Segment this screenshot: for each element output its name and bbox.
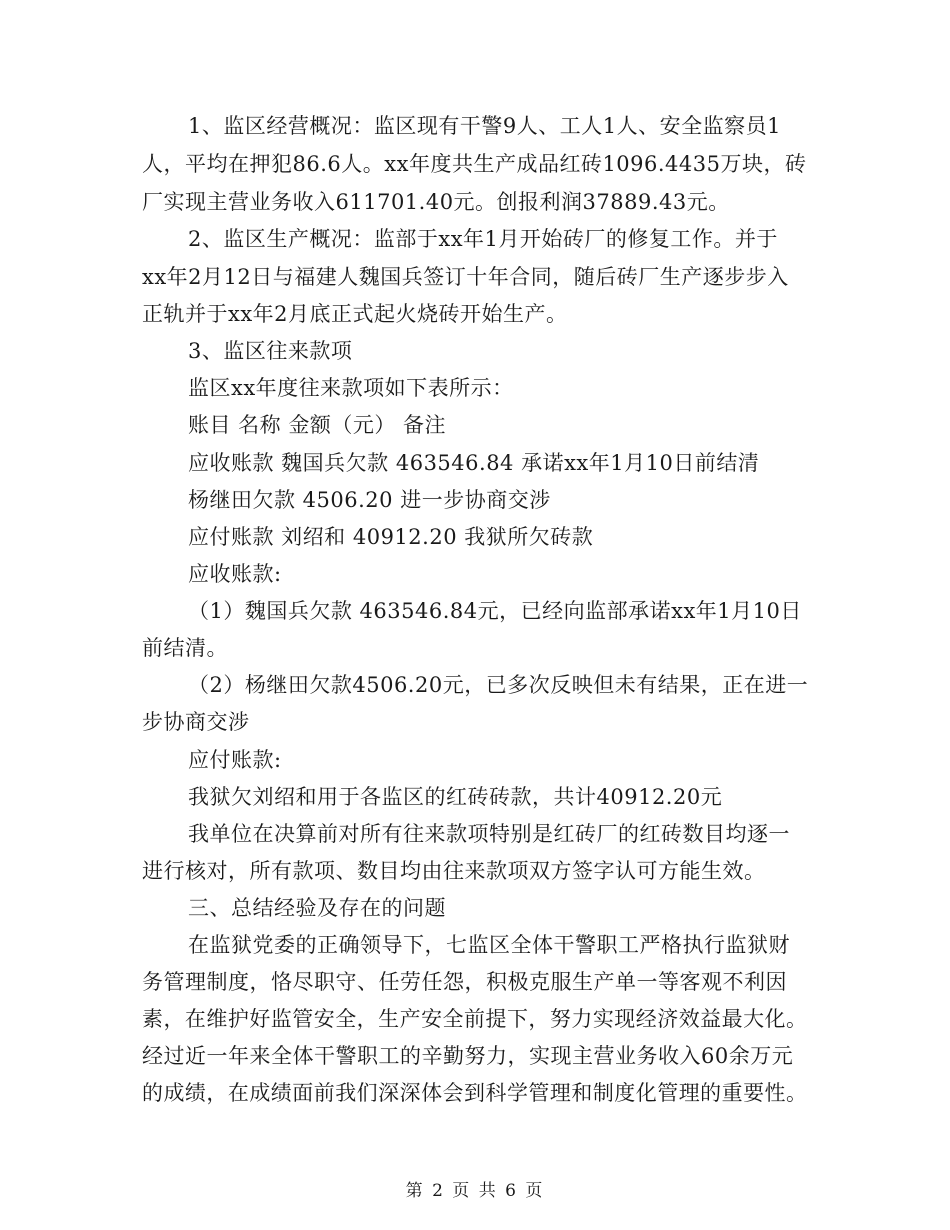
paragraph-line: 前结清。 — [142, 636, 228, 660]
page-footer: 第 2 页 共 6 页 — [405, 1181, 545, 1201]
table-row-line: 杨继田欠款 4506.20 进一步协商交涉 — [188, 488, 551, 512]
paragraph-line: 步协商交涉 — [142, 710, 250, 734]
section-heading: 3、监区往来款项 — [188, 339, 353, 363]
paragraph-line: 经过近一年来全体干警职工的辛勤努力，实现主营业务收入60余万元 — [142, 1044, 794, 1068]
paragraph-line: 1、监区经营概况：监区现有干警9人、工人1人、安全监察员1 — [188, 114, 781, 138]
paragraph-line: 2、监区生产概况：监部于xx年1月开始砖厂的修复工作。并于 — [188, 227, 778, 251]
paragraph-line: 素，在维护好监管安全，生产安全前提下，努力实现经济效益最大化。 — [142, 1007, 808, 1031]
paragraph-line: 正轨并于xx年2月底正式起火烧砖开始生产。 — [142, 302, 568, 326]
paragraph-line: 的成绩，在成绩面前我们深深体会到科学管理和制度化管理的重要性。 — [142, 1081, 808, 1105]
paragraph-line: 我单位在决算前对所有往来款项特别是红砖厂的红砖数目均逐一 — [188, 822, 790, 846]
paragraph-line: 人，平均在押犯86.6人。xx年度共生产成品红砖1096.4435万块，砖 — [142, 152, 807, 176]
paragraph-line: 监区xx年度往来款项如下表所示： — [188, 376, 514, 400]
paragraph-line: 进行核对，所有款项、数目均由往来款项双方签字认可方能生效。 — [142, 859, 766, 883]
paragraph-line: 务管理制度，恪尽职守、任劳任怨，积极克服生产单一等客观不利因 — [142, 970, 787, 994]
paragraph-line: （1）魏国兵欠款 463546.84元，已经向监部承诺xx年1月10日 — [188, 599, 802, 623]
paragraph-line: （2）杨继田欠款4506.20元，已多次反映但未有结果，正在进一 — [188, 673, 809, 697]
paragraph-line: 我狱欠刘绍和用于各监区的红砖砖款，共计40912.20元 — [188, 785, 723, 809]
table-row-line: 应收账款 魏国兵欠款 463546.84 承诺xx年1月10日前结清 — [188, 451, 760, 475]
table-row-line: 应付账款 刘绍和 40912.20 我狱所欠砖款 — [188, 525, 594, 549]
section-heading: 三、总结经验及存在的问题 — [188, 896, 446, 920]
subheading-line: 应付账款: — [188, 748, 282, 772]
paragraph-line: 厂实现主营业务收入611701.40元。创报利润37889.43元。 — [142, 190, 730, 214]
paragraph-line: 在监狱党委的正确领导下，七监区全体干警职工严格执行监狱财 — [188, 933, 790, 957]
table-header-line: 账目 名称 金额（元） 备注 — [188, 413, 447, 437]
subheading-line: 应收账款: — [188, 562, 282, 586]
paragraph-line: xx年2月12日与福建人魏国兵签订十年合同，随后砖厂生产逐步步入 — [142, 265, 789, 289]
